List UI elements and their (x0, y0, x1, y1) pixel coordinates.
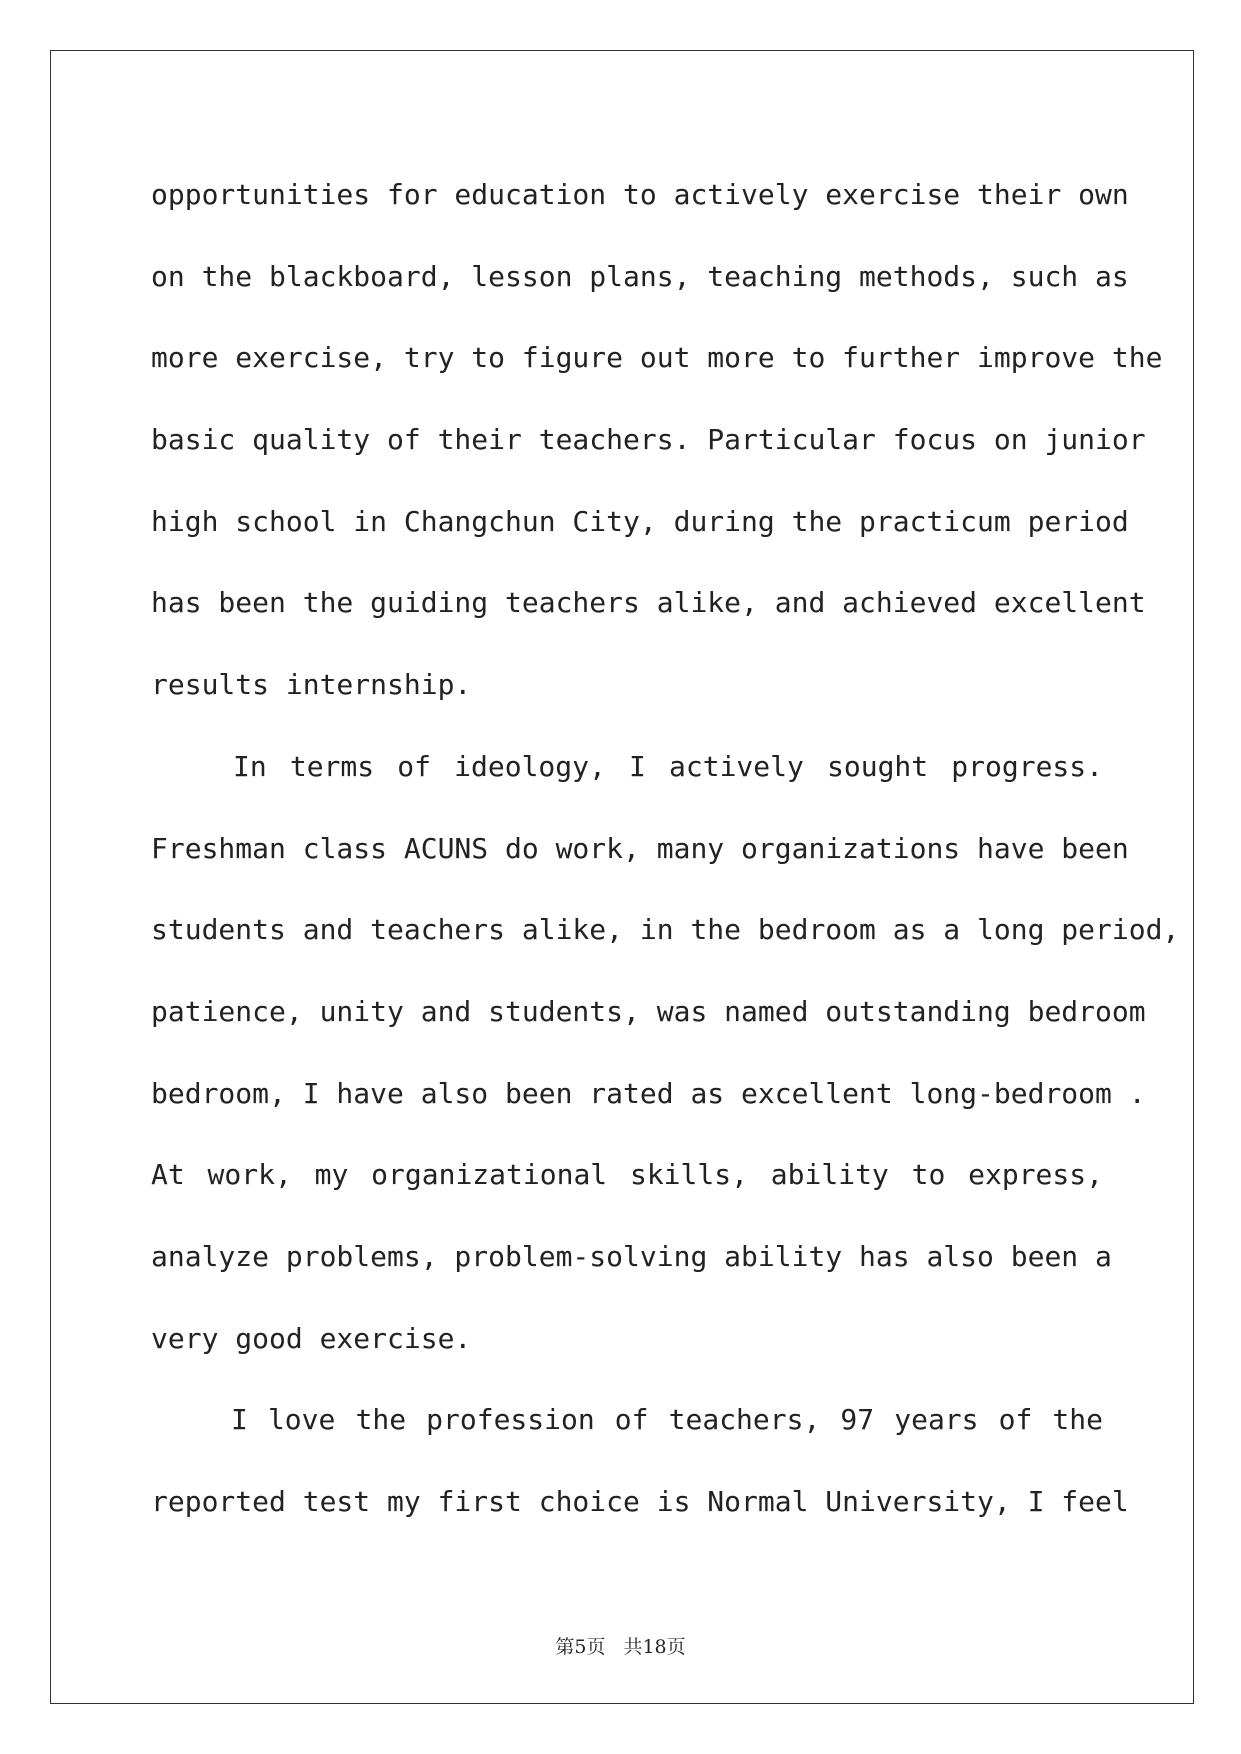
page-total: 共18页 (623, 1636, 686, 1658)
text-line: reported test my first choice is Normal University, I feel (151, 1485, 1129, 1518)
text-line: very good exercise. (151, 1321, 472, 1355)
document-body (151, 165, 1180, 1554)
text-line: more exercise, try to figure out more to further improve the (151, 341, 1163, 375)
text-line: analyze problems, problem-solving ability has also been a (151, 1239, 1112, 1273)
text-line: results internship. (151, 668, 472, 702)
text-line: on the blackboard, lesson plans, teaching methods, such as (151, 259, 1129, 293)
text-line: Freshman class ACUNS do work, many organizations have been (151, 831, 1129, 865)
page-number: 第5页 (555, 1636, 606, 1658)
text-line: opportunities for education to actively exercise their own (151, 178, 1129, 211)
text-line: patience, unity and students, was named outstanding bedroom (151, 994, 1146, 1028)
paragraph-start-line: In terms of ideology, I actively sought progress. (233, 749, 1103, 783)
text-line: At work, my organizational skills, ability to express, (151, 1158, 1103, 1192)
text-line: bedroom, I have also been rated as excellent long-bedroom . (151, 1076, 1146, 1110)
page-footer (0, 1632, 1241, 1659)
text-line: basic quality of their teachers. Particular focus on junior (151, 423, 1146, 457)
text-line: has been the guiding teachers alike, and achieved excellent (151, 586, 1146, 620)
paragraph-start-line: I love the profession of teachers, 97 years of the (231, 1403, 1103, 1437)
text-line: students and teachers alike, in the bedroom as a long period, (151, 913, 1180, 947)
text-line: high school in Changchun City, during the practicum period (151, 504, 1129, 538)
